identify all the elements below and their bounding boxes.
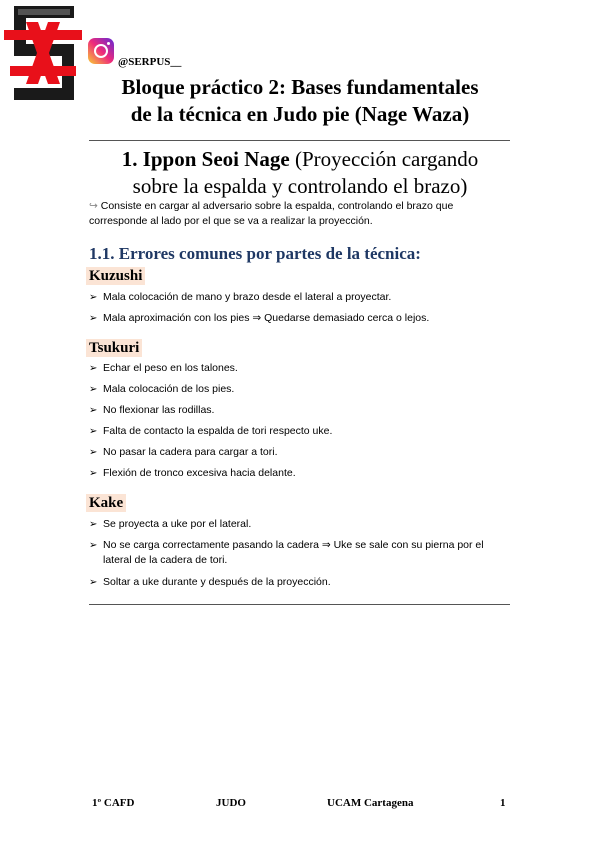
list-item: ➢ Mala colocación de los pies. — [89, 383, 235, 395]
divider-bottom — [89, 604, 510, 605]
footer-university: UCAM Cartagena — [327, 797, 414, 809]
arrow-bullet-icon: ➢ — [89, 313, 98, 324]
section-description: ↪ Consiste en cargar al adversario sobre la espalda, controlando el brazo que corresponde al lado por el que se va a realizar la proyección. — [89, 200, 454, 227]
arrow-bullet-icon: ➢ — [89, 577, 98, 588]
social-handle: @SERPUS__ — [118, 56, 182, 68]
arrow-bullet-icon: ➢ — [89, 540, 98, 551]
section-heading: 1. Ippon Seoi Nage (Proyección cargando sobre la espalda y controlando el brazo) — [121, 147, 479, 198]
arrow-bullet-icon: ➢ — [89, 519, 98, 530]
list-item: ➢ Echar el peso en los talones. — [89, 362, 238, 374]
list-item: ➢ No flexionar las rodillas. — [89, 404, 215, 416]
footer-course: 1º CAFD — [92, 797, 135, 809]
subsection-heading: 1.1. Errores comunes por partes de la técnica: — [89, 244, 421, 263]
kuzushi-label: Kuzushi — [86, 267, 145, 285]
list-item: ➢ No se carga correctamente pasando la cadera ⇒ Uke se sale con su pierna por el lateral de la cadera de tori. — [89, 539, 484, 566]
page-title: Bloque práctico 2: Bases fundamentales de la técnica en Judo pie (Nage Waza) — [121, 75, 479, 126]
kake-label: Kake — [86, 494, 126, 512]
list-item: ➢ Falta de contacto la espalda de tori respecto uke. — [89, 425, 333, 437]
instagram-icon — [88, 38, 114, 64]
list-item: ➢ Flexión de tronco excesiva hacia delante. — [89, 467, 296, 479]
divider-top — [89, 140, 510, 141]
arrow-bullet-icon: ➢ — [89, 405, 98, 416]
tsukuri-label: Tsukuri — [86, 339, 142, 357]
list-item: ➢ Mala aproximación con los pies ⇒ Quedarse demasiado cerca o lejos. — [89, 312, 430, 324]
list-item: ➢ Mala colocación de mano y brazo desde el lateral a proyectar. — [89, 291, 392, 303]
footer-subject: JUDO — [216, 797, 246, 809]
arrow-bullet-icon: ➢ — [89, 292, 98, 303]
curved-arrow-icon: ↪ — [89, 200, 98, 212]
footer-page-number: 1 — [500, 797, 506, 809]
list-item: ➢ Se proyecta a uke por el lateral. — [89, 518, 252, 530]
arrow-bullet-icon: ➢ — [89, 363, 98, 374]
arrow-bullet-icon: ➢ — [89, 426, 98, 437]
list-item: ➢ No pasar la cadera para cargar a tori. — [89, 446, 278, 458]
arrow-bullet-icon: ➢ — [89, 447, 98, 458]
arrow-bullet-icon: ➢ — [89, 468, 98, 479]
arrow-bullet-icon: ➢ — [89, 384, 98, 395]
list-item: ➢ Soltar a uke durante y después de la proyección. — [89, 576, 331, 588]
